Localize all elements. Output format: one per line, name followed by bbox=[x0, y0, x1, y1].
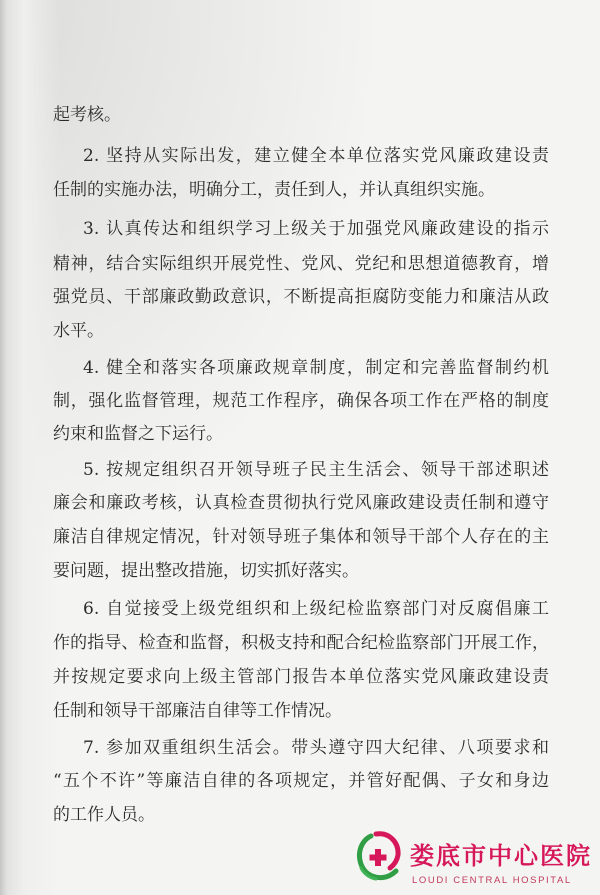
hospital-name-en: LOUDI CENTRAL HOSPITAL bbox=[412, 875, 572, 886]
text-line: 精神，结合实际组织开展党性、党风、党纪和思想道德教育，增 bbox=[53, 254, 549, 274]
text-line: 任制的实施办法，明确分工，责任到人，并认真组织实施。 bbox=[53, 180, 495, 200]
text-line: 要问题，提出整改措施，切实抓好落实。 bbox=[53, 561, 359, 581]
text-line: 约束和监督之下运行。 bbox=[53, 424, 223, 444]
text-line: 的工作人员。 bbox=[53, 805, 155, 825]
text-line: 任制和领导干部廉洁自律等工作情况。 bbox=[53, 701, 342, 721]
text-line: 廉会和廉政考核，认真检查贯彻执行党风廉政建设责任制和遵守 bbox=[53, 493, 549, 513]
text-line: 3. 认真传达和组织学习上级关于加强党风廉政建设的指示 bbox=[83, 219, 549, 239]
text-line: 4. 健全和落实各项廉政规章制度，制定和完善监督制约机 bbox=[83, 358, 549, 378]
text-line: 6. 自觉接受上级党组织和上级纪检监察部门对反腐倡廉工 bbox=[83, 599, 549, 619]
hospital-name-cn: 娄底市中心医院 bbox=[410, 841, 592, 870]
text-line: 7. 参加双重组织生活会。带头遵守四大纪律、八项要求和 bbox=[83, 738, 549, 758]
text-line: 制，强化监督管理，规范工作程序，确保各项工作在严格的制度 bbox=[53, 391, 549, 411]
hospital-logo bbox=[352, 826, 596, 890]
text-line: “五个不许”等廉洁自律的各项规定，并管好配偶、子女和身边 bbox=[53, 771, 549, 791]
text-line: 廉洁自律规定情况，针对领导班子集体和领导干部个人存在的主 bbox=[53, 527, 549, 547]
text-line: 5. 按规定组织召开领导班子民主生活会、领导干部述职述 bbox=[83, 460, 549, 480]
text-line: 起考核。 bbox=[53, 105, 121, 125]
text-line: 2. 坚持从实际出发，建立健全本单位落实党风廉政建设责 bbox=[83, 146, 549, 166]
text-line: 强党员、干部廉政勤政意识，不断提高拒腐防变能力和廉洁从政 bbox=[53, 287, 549, 307]
text-line: 作的指导、检查和监督，积极支持和配合纪检监察部门开展工作， bbox=[53, 633, 549, 653]
hospital-emblem-icon bbox=[352, 828, 404, 884]
text-line: 并按规定要求向上级主管部门报告本单位落实党风廉政建设责 bbox=[53, 667, 549, 687]
text-line: 水平。 bbox=[53, 321, 104, 341]
